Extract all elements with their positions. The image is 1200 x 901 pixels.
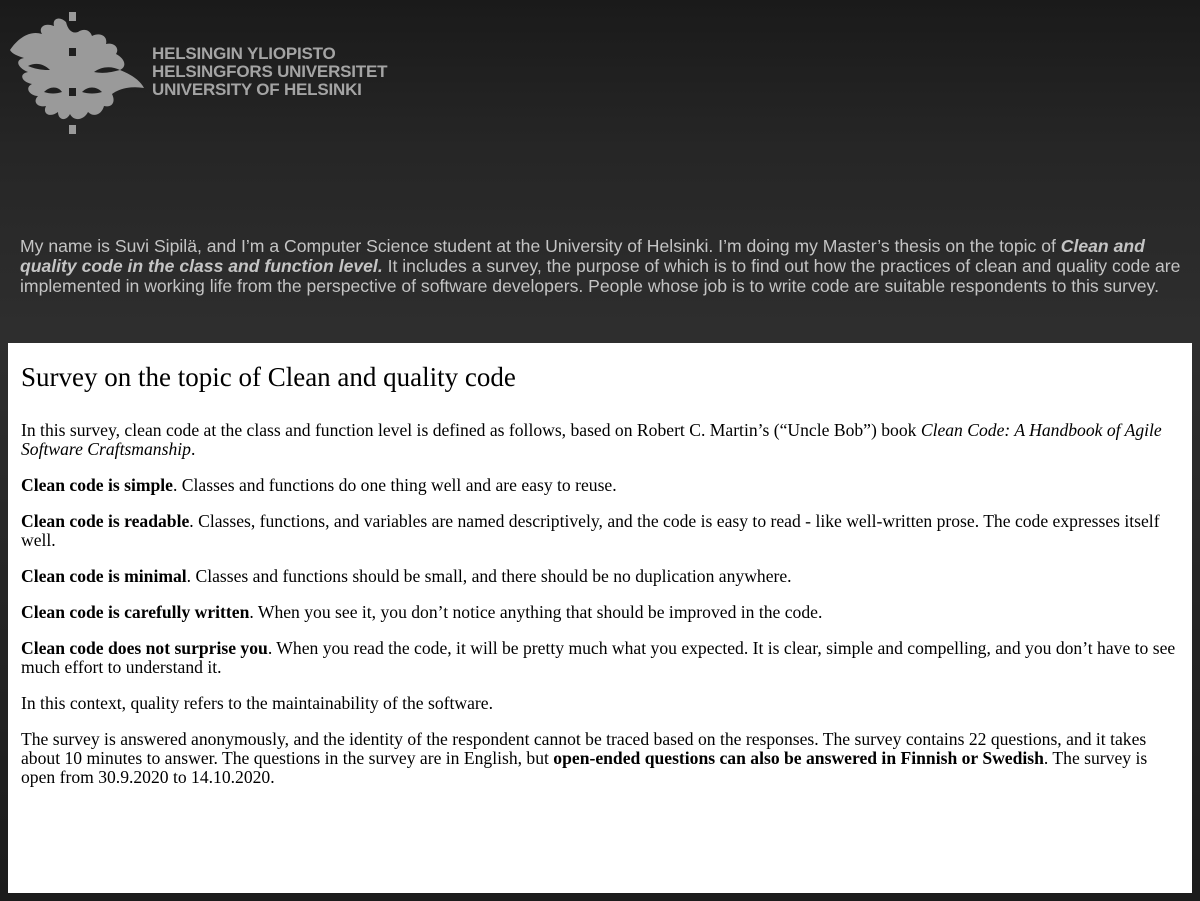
principle-text: . When you read the code, it will be pretty much what you expected. It is clear, simple and compelling, and you don’t have to see much effort to understand it. [21, 638, 1176, 677]
book-title: Clean Code: A Handbook of Agile Software Craftsmanship [21, 420, 1162, 459]
definition-text-start: In this survey, clean code at the class and function level is defined as follows, based on Robert C. Martin’s (“Uncle Bob”) book [21, 420, 921, 440]
university-name-english: UNIVERSITY OF HELSINKI [152, 80, 362, 99]
language-note: open-ended questions can also be answered in Finnish or Swedish [553, 748, 1044, 768]
survey-panel [8, 343, 1192, 893]
principle-simple [21, 476, 1178, 495]
university-of-helsinki-flame-logo [8, 8, 148, 138]
principle-heading: Clean code is minimal [21, 566, 187, 586]
closing-text-start: The survey is answered anonymously, and the identity of the respondent cannot be traced based on the responses. The survey contains 22 questions, and it takes about 10 minutes to answer. The questions in the survey are in English, but [21, 729, 1147, 768]
principle-text: . When you see it, you don’t notice anything that should be improved in the code. [249, 602, 823, 622]
principle-no-surprise [21, 639, 1178, 677]
principle-heading: Clean code is readable [21, 511, 190, 531]
principle-text: . Classes and functions do one thing well and are easy to reuse. [173, 475, 617, 495]
page-header [0, 0, 1200, 340]
intro-text-start: My name is Suvi Sipilä, and I’m a Computer Science student at the University of Helsinki. I’m doing my Master’s thesis on the topic of [20, 236, 1061, 256]
principle-text: . Classes, functions, and variables are named descriptively, and the code is easy to read - like well-written prose. The code expresses itself well. [21, 511, 1160, 550]
survey-title: Survey on the topic of Clean and quality code [21, 362, 516, 392]
university-name-finnish: HELSINGIN YLIOPISTO [152, 44, 336, 63]
university-names [152, 45, 387, 99]
closing-text-end: . The survey is open from 30.9.2020 to 14.10.2020. [21, 748, 1148, 787]
definition-text-end: . [190, 439, 196, 459]
principle-readable [21, 512, 1178, 550]
principle-heading: Clean code does not surprise you [21, 638, 268, 658]
principle-heading: Clean code is simple [21, 475, 173, 495]
thesis-topic: Clean and quality code in the class and function level. [20, 236, 1145, 276]
principle-text: . Classes and functions should be small, and there should be no duplication anywhere. [186, 566, 792, 586]
university-name-swedish: HELSINGFORS UNIVERSITET [152, 62, 388, 81]
principle-heading: Clean code is carefully written [21, 602, 250, 622]
principle-minimal [21, 567, 1178, 586]
principle-carefully-written [21, 603, 1178, 622]
intro-text [20, 236, 1185, 296]
closing-paragraph [21, 730, 1178, 787]
quality-paragraph: In this context, quality refers to the maintainability of the software. [21, 693, 493, 713]
definition-paragraph [21, 421, 1178, 459]
flame-logo-icon [8, 8, 148, 138]
intro-text-end: It includes a survey, the purpose of which is to find out how the practices of clean and quality code are implemented in working life from the perspective of software developers. People whose job is to write code are suitable respondents to this survey. [20, 256, 1181, 296]
